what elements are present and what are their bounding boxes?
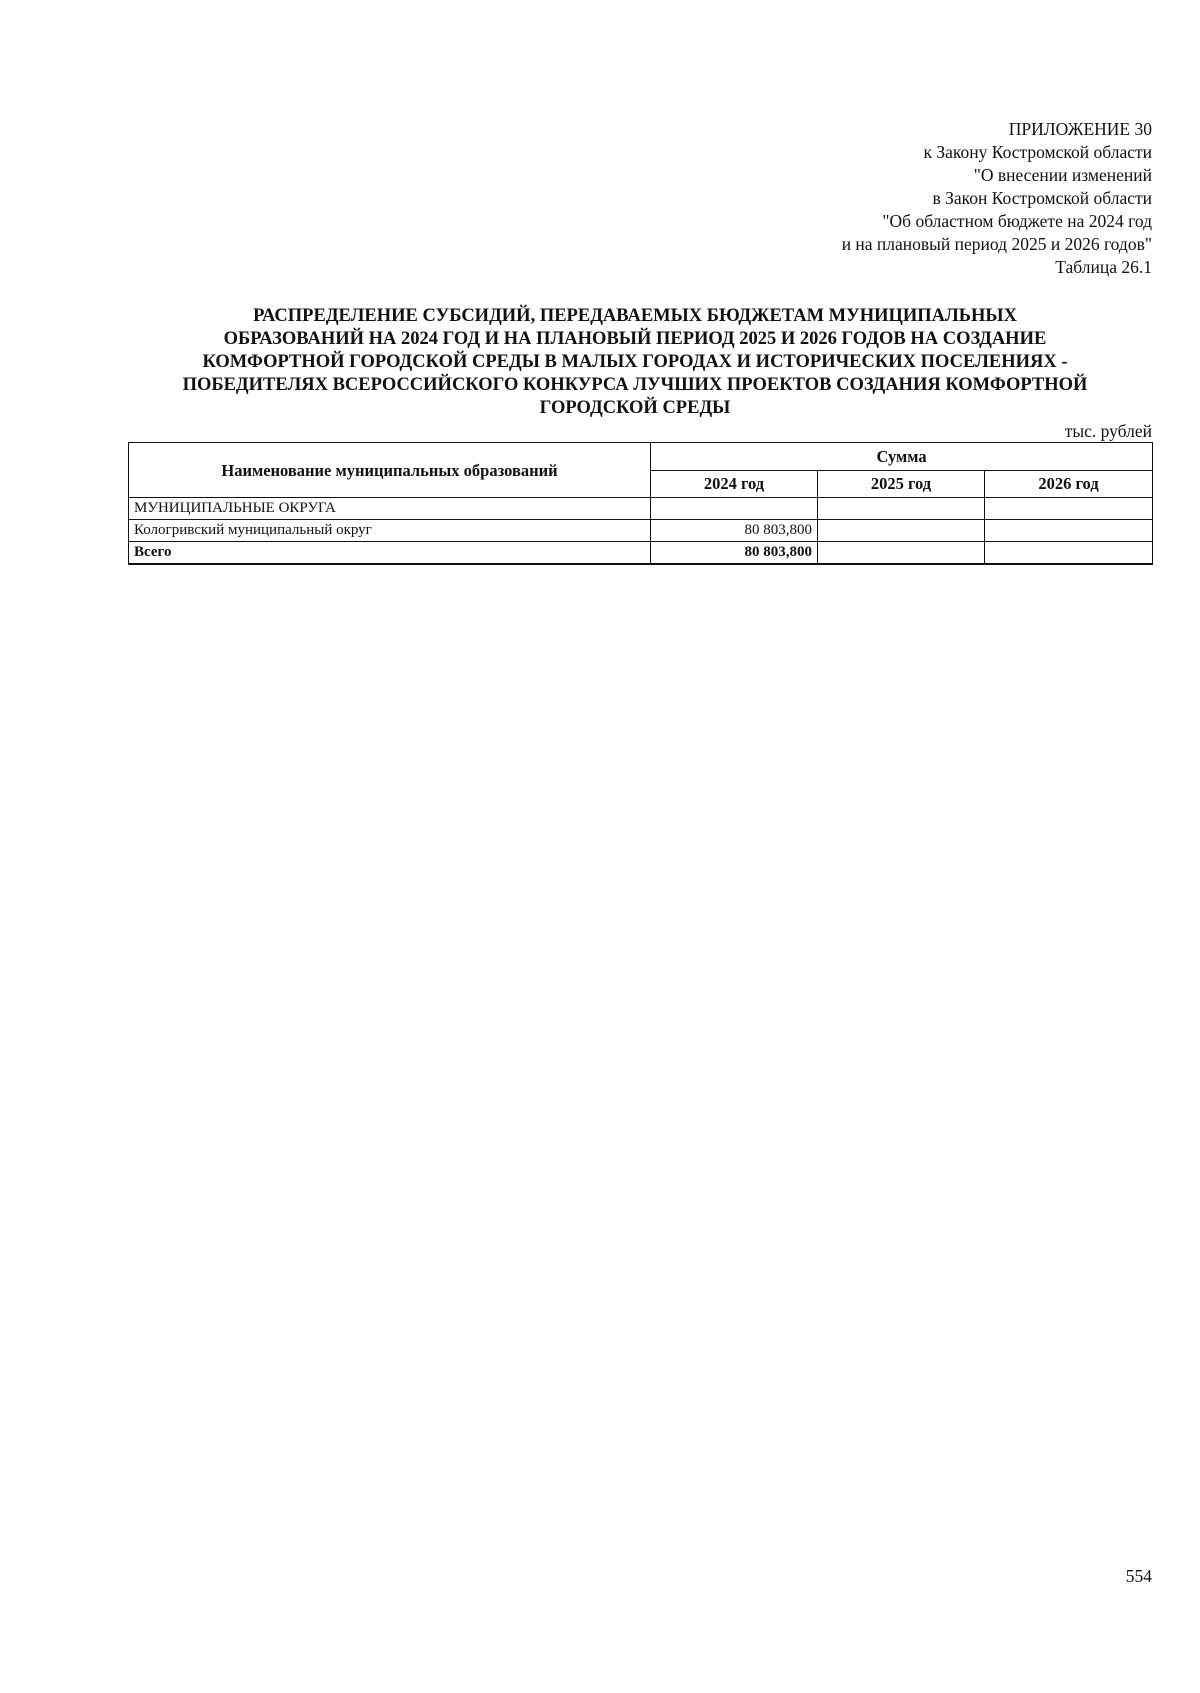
year-header-2026: 2026 год <box>985 470 1153 498</box>
appendix-line: "О внесении изменений <box>973 165 1152 185</box>
row-value-2025 <box>818 498 985 520</box>
title-line: ПОБЕДИТЕЛЯХ ВСЕРОССИЙСКОГО КОНКУРСА ЛУЧШИХ ПРОЕКТОВ СОЗДАНИЯ КОМФОРТНОЙ <box>182 375 1088 395</box>
table-header-row <box>129 443 1153 471</box>
document-title <box>130 305 1140 420</box>
total-label: Всего <box>129 542 651 565</box>
table-row <box>129 520 1153 542</box>
row-value-2026 <box>985 520 1153 542</box>
page-number: 554 <box>1125 1566 1152 1586</box>
title-line: ОБРАЗОВАНИЙ НА 2024 ГОД И НА ПЛАНОВЫЙ ПЕРИОД 2025 И 2026 ГОДОВ НА СОЗДАНИЕ <box>223 329 1047 349</box>
subsidy-table <box>128 442 1153 565</box>
appendix-line: в Закон Костромской области <box>932 188 1152 208</box>
total-value-2025 <box>818 542 985 565</box>
title-line: КОМФОРТНОЙ ГОРОДСКОЙ СРЕДЫ В МАЛЫХ ГОРОДАХ И ИСТОРИЧЕСКИХ ПОСЕЛЕНИЯХ - <box>202 352 1068 372</box>
appendix-line: к Закону Костромской области <box>923 142 1152 162</box>
title-line: РАСПРЕДЕЛЕНИЕ СУБСИДИЙ, ПЕРЕДАВАЕМЫХ БЮДЖЕТАМ МУНИЦИПАЛЬНЫХ <box>253 306 1017 326</box>
row-value-2025 <box>818 520 985 542</box>
table-number: Таблица 26.1 <box>1055 257 1152 277</box>
year-header-2024: 2024 год <box>651 470 818 498</box>
total-row <box>129 542 1153 565</box>
row-value-2024: 80 803,800 <box>651 520 818 542</box>
sum-column-header: Сумма <box>651 443 1153 471</box>
units-label: тыс. рублей <box>1064 421 1152 441</box>
appendix-line: "Об областном бюджете на 2024 год <box>882 211 1152 231</box>
row-value-2026 <box>985 498 1153 520</box>
name-column-header: Наименование муниципальных образований <box>129 443 651 498</box>
appendix-line: и на плановый период 2025 и 2026 годов" <box>841 234 1152 254</box>
table-row <box>129 498 1153 520</box>
total-value-2026 <box>985 542 1153 565</box>
total-value-2024: 80 803,800 <box>651 542 818 565</box>
row-value-2024 <box>651 498 818 520</box>
appendix-number: ПРИЛОЖЕНИЕ 30 <box>1008 119 1152 139</box>
year-header-2025: 2025 год <box>818 470 985 498</box>
title-line: ГОРОДСКОЙ СРЕДЫ <box>539 398 731 418</box>
row-name: МУНИЦИПАЛЬНЫЕ ОКРУГА <box>129 498 651 520</box>
row-name: Кологривский муниципальный округ <box>129 520 651 542</box>
appendix-header <box>552 118 1152 279</box>
